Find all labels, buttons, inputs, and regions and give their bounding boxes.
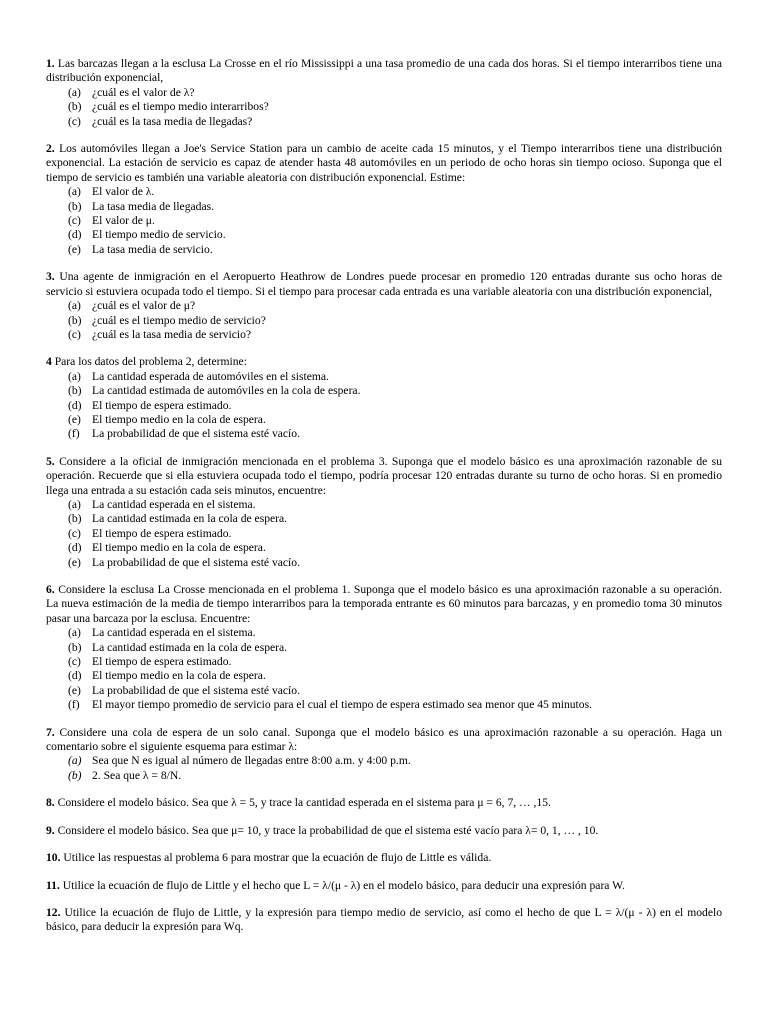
- sub-question: [68, 698, 722, 712]
- sub-question-text: La cantidad estimada de automóviles en la cola de espera.: [92, 384, 361, 398]
- sub-question: [68, 100, 722, 114]
- problem-text: Utilice las respuestas al problema 6 para mostrar que la ecuación de flujo de Little es válida.: [63, 851, 492, 865]
- problem-number: 1.: [46, 57, 55, 70]
- problem-statement: [46, 906, 722, 935]
- problem-text: Las barcazas llegan a la esclusa La Crosse en el río Mississippi a una tasa promedio de una cada dos horas. Si el tiempo interarribos tiene una distribución exponencial,: [46, 57, 723, 85]
- sub-question-label: (c): [68, 655, 81, 669]
- problem-text: Considere el modelo básico. Sea que λ = 5, y trace la cantidad esperada en el sistema para μ = 6, 7, … ,15.: [57, 796, 551, 810]
- sub-question-text: 2. Sea que λ = 8/N.: [92, 768, 182, 782]
- problem-statement: [46, 583, 722, 626]
- sub-question-text: ¿cuál es la tasa media de llegadas?: [92, 114, 253, 128]
- problem-number: 10.: [46, 851, 61, 865]
- problem-number: 5.: [46, 454, 55, 468]
- sub-question-text: La cantidad estimada en la cola de espera.: [92, 640, 288, 654]
- sub-question-text: Sea que N es igual al número de llegadas entre 8:00 a.m. y 4:00 p.m.: [92, 754, 411, 768]
- problem-number: 9.: [46, 823, 55, 837]
- problem-5: [46, 455, 722, 570]
- sub-question-text: La tasa media de servicio.: [92, 242, 213, 256]
- sub-question: [68, 328, 722, 342]
- problem-9: [46, 824, 722, 838]
- sub-question-text: La cantidad esperada de automóviles en el sistema.: [92, 369, 329, 383]
- sub-question-list: [46, 299, 722, 342]
- sub-question-label: (a): [68, 299, 81, 313]
- sub-question-label: (b): [68, 384, 82, 398]
- exercise-sheet: [46, 57, 722, 948]
- sub-question-label: (c): [68, 114, 81, 128]
- problem-11: [46, 879, 722, 893]
- sub-question-text: El tiempo de espera estimado.: [92, 398, 232, 412]
- problem-3: [46, 270, 722, 342]
- sub-question-list: [46, 185, 722, 257]
- sub-question: [68, 655, 722, 669]
- sub-question-label: (a): [68, 369, 81, 383]
- problem-statement: [46, 851, 722, 865]
- problem-text: Considere la esclusa La Crosse mencionada en el problema 1. Suponga que el modelo básico es una aproximación razonable a su operación. La nueva estimación de la media de tiempo interarribos para la temporada entrante es 60 minutos para barcazas, y en promedio toma 30 minutos pasar una barcaza por la esclusa. Encuentre:: [46, 583, 722, 625]
- problem-10: [46, 851, 722, 865]
- sub-question: [68, 243, 722, 257]
- problem-statement: [46, 455, 722, 498]
- problem-text: Para los datos del problema 2, determine:: [54, 355, 247, 369]
- sub-question-list: [46, 498, 722, 570]
- sub-question: [68, 86, 722, 100]
- sub-question-label: (e): [68, 683, 81, 697]
- sub-question-text: El tiempo de espera estimado.: [92, 526, 232, 540]
- sub-question-list: [46, 370, 722, 442]
- sub-question-text: La probabilidad de que el sistema esté vacío.: [92, 427, 300, 441]
- problem-statement: [46, 142, 722, 185]
- sub-question-text: El tiempo medio de servicio.: [92, 228, 226, 242]
- sub-question-text: La cantidad estimada en la cola de espera.: [92, 512, 288, 526]
- sub-question-label: (d): [68, 228, 82, 242]
- problem-text: Utilice la ecuación de flujo de Little, y la expresión para tiempo medio de servicio, así como el hecho de que L = λ/(μ - λ) en el modelo básico, para deducir la expresión para Wq.: [46, 905, 722, 934]
- sub-question-label: (b): [68, 100, 82, 114]
- sub-question-text: El tiempo medio en la cola de espera.: [92, 541, 266, 555]
- sub-question-text: La cantidad esperada en el sistema.: [92, 626, 256, 640]
- problem-4: [46, 355, 722, 441]
- sub-question-list: [46, 86, 722, 129]
- sub-question: [68, 541, 722, 555]
- sub-question: [68, 641, 722, 655]
- problem-statement: [46, 824, 722, 838]
- problem-number: 8.: [46, 796, 55, 810]
- sub-question: [68, 556, 722, 570]
- sub-question-label: (c): [68, 327, 81, 341]
- sub-question-label: (e): [68, 412, 81, 426]
- problem-number: 3.: [46, 270, 55, 284]
- problem-number: 7.: [46, 725, 55, 739]
- problem-text: Los automóviles llegan a Joe's Service Station para un cambio de aceite cada 15 minutos, y el Tiempo interarribos tiene una distribución exponencial. La estación de servicio es capaz de atender hasta 48 automóviles en un periodo de ocho horas sin tiempo ocioso. Suponga que el tiempo de servicio es también una variable aleatoria con distribución exponencial. Estime:: [46, 142, 722, 184]
- problem-text: Considere una cola de espera de un solo canal. Suponga que el modelo básico es una aproximación razonable a su operación. Haga un comentario sobre el siguiente esquema para estimar λ:: [46, 725, 722, 754]
- sub-question: [68, 299, 722, 313]
- sub-question-list: [46, 754, 722, 783]
- sub-question: [68, 370, 722, 384]
- sub-question: [68, 314, 722, 328]
- sub-question-text: ¿cuál es el valor de μ?: [92, 299, 196, 313]
- sub-question-label: (a): [68, 85, 81, 99]
- sub-question-label: (b): [68, 199, 82, 213]
- problem-12: [46, 906, 722, 935]
- problem-text: Utilice la ecuación de flujo de Little y el hecho que L = λ/(μ - λ) en el modelo básico, para deducir una expresión para W.: [62, 878, 625, 892]
- sub-question: [68, 769, 722, 783]
- sub-question-label: (a): [68, 185, 81, 199]
- sub-question-label: (f): [68, 698, 80, 712]
- sub-question-text: ¿cuál es el tiempo medio de servicio?: [92, 313, 266, 327]
- sub-question-text: ¿cuál es el valor de λ?: [92, 85, 195, 99]
- problem-text: Una agente de inmigración en el Aeropuerto Heathrow de Londres puede procesar en promedio 120 entradas durante sus ocho horas de servicio si estuviera ocupada todo el tiempo. Si el tiempo para procesar cada entrada es una variable aleatoria con una distribución exponencial,: [46, 270, 722, 298]
- sub-question: [68, 214, 722, 228]
- sub-question-label: (f): [68, 427, 80, 441]
- sub-question-text: La probabilidad de que el sistema esté vacío.: [92, 683, 300, 697]
- problem-number: 12.: [46, 905, 61, 919]
- sub-question-label: (a): [68, 497, 81, 511]
- sub-question: [68, 684, 722, 698]
- sub-question-label: (c): [68, 214, 81, 228]
- sub-question-text: El mayor tiempo promedio de servicio para el cual el tiempo de espera estimado sea menor que 45 minutos.: [92, 698, 592, 712]
- sub-question-label: (b): [68, 768, 82, 782]
- problem-text: Considere el modelo básico. Sea que μ= 10, y trace la probabilidad de que el sistema esté vacío para λ= 0, 1, … , 10.: [57, 823, 599, 837]
- sub-question: [68, 200, 722, 214]
- problem-7: [46, 726, 722, 784]
- sub-question: [68, 228, 722, 242]
- problem-statement: [46, 57, 722, 86]
- problem-statement: [46, 355, 722, 369]
- sub-question: [68, 754, 722, 768]
- problem-number: 11.: [46, 878, 60, 892]
- sub-question-label: (a): [68, 626, 81, 640]
- sub-question-text: ¿cuál es la tasa media de servicio?: [92, 327, 252, 341]
- sub-question: [68, 115, 722, 129]
- sub-question-text: La probabilidad de que el sistema esté vacío.: [92, 555, 300, 569]
- sub-question: [68, 185, 722, 199]
- sub-question-text: El valor de μ.: [92, 214, 155, 228]
- problem-6: [46, 583, 722, 713]
- sub-question: [68, 527, 722, 541]
- sub-question-list: [46, 626, 722, 712]
- sub-question-label: (b): [68, 313, 82, 327]
- problem-8: [46, 796, 722, 810]
- sub-question: [68, 626, 722, 640]
- sub-question: [68, 399, 722, 413]
- sub-question-text: El valor de λ.: [92, 185, 155, 199]
- problem-number: 6.: [46, 583, 55, 596]
- sub-question-text: ¿cuál es el tiempo medio interarribos?: [92, 100, 269, 114]
- sub-question: [68, 498, 722, 512]
- problem-statement: [46, 726, 722, 755]
- sub-question-text: El tiempo de espera estimado.: [92, 655, 232, 669]
- sub-question-label: (b): [68, 640, 82, 654]
- problem-number: 4: [46, 355, 52, 369]
- sub-question-label: (b): [68, 512, 82, 526]
- sub-question-label: (d): [68, 541, 82, 555]
- sub-question-label: (d): [68, 398, 82, 412]
- problem-statement: [46, 796, 722, 810]
- sub-question-text: El tiempo medio en la cola de espera.: [92, 412, 266, 426]
- sub-question: [68, 669, 722, 683]
- sub-question-label: (e): [68, 555, 81, 569]
- sub-question-text: El tiempo medio en la cola de espera.: [92, 669, 266, 683]
- problem-1: [46, 57, 722, 129]
- problem-text: Considere a la oficial de inmigración mencionada en el problema 3. Suponga que el modelo básico es una aproximación razonable de su operación. Recuerde que si ella estuviera ocupada todo el tiempo, podría procesar 120 entradas durante su turno de ocho horas. Si en promedio llega una entrada a su estación cada seis minutos, encuentre:: [46, 454, 722, 497]
- problem-statement: [46, 879, 722, 893]
- problem-2: [46, 142, 722, 257]
- sub-question: [68, 413, 722, 427]
- sub-question-label: (d): [68, 669, 82, 683]
- problem-number: 2.: [46, 142, 55, 156]
- sub-question-label: (e): [68, 242, 81, 256]
- problem-statement: [46, 270, 722, 299]
- sub-question-label: (c): [68, 526, 81, 540]
- sub-question: [68, 427, 722, 441]
- sub-question-label: (a): [68, 754, 82, 768]
- sub-question-text: La tasa media de llegadas.: [92, 199, 215, 213]
- sub-question-text: La cantidad esperada en el sistema.: [92, 497, 256, 511]
- sub-question: [68, 384, 722, 398]
- sub-question: [68, 512, 722, 526]
